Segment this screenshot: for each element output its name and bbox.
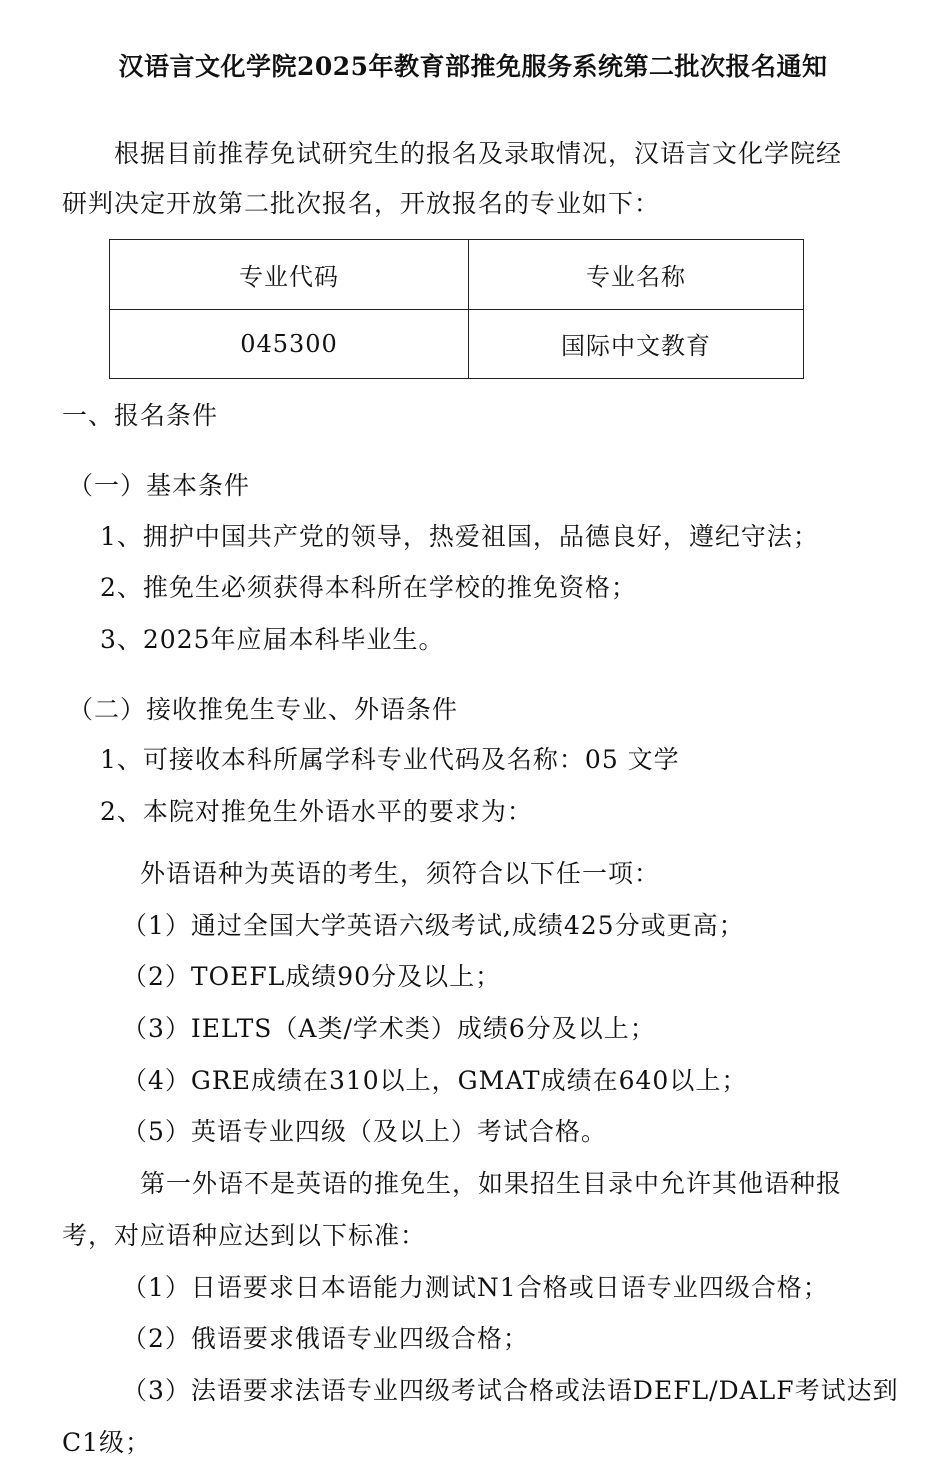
english-requirement-item: （5）英语专业四级（及以上）考试合格。 [122, 1117, 607, 1146]
intro-line-1: 根据目前推荐免试研究生的报名及录取情况，汉语言文化学院经 [114, 139, 843, 168]
other-language-intro-line-1: 第一外语不是英语的推免生，如果招生目录中允许其他语种报 [140, 1169, 843, 1198]
other-language-item: （1）日语要求日本语能力测试N1合格或日语专业四级合格； [122, 1273, 829, 1302]
table-header-row [110, 240, 804, 310]
cell-major-name: 国际中文教育 [469, 309, 804, 379]
other-language-intro-line-2: 考，对应语种应达到以下标准： [62, 1221, 427, 1250]
other-language-item-line-1: （3）法语要求法语专业四级考试合格或法语DEFL/DALF考试达到 [122, 1376, 899, 1405]
section-heading-conditions: 一、报名条件 [62, 401, 219, 430]
page-title: 汉语言文化学院2025年教育部推免服务系统第二批次报名通知 [118, 52, 828, 81]
other-language-item-line-2: C1级； [62, 1428, 152, 1457]
basic-condition-item: 3、2025年应届本科毕业生。 [100, 625, 445, 654]
intro-line-2: 研判决定开放第二批次报名，开放报名的专业如下： [62, 189, 661, 218]
header-major-name: 专业名称 [469, 240, 804, 310]
other-language-item: （2）俄语要求俄语专业四级合格； [122, 1324, 529, 1353]
english-requirement-item: （4）GRE成绩在310以上，GMAT成绩在640以上； [122, 1066, 748, 1095]
english-requirement-item: （3）IELTS（A类/学术类）成绩6分及以上； [122, 1014, 656, 1043]
subheading-major-language: （二）接收推免生专业、外语条件 [68, 695, 459, 724]
english-requirement-item: （2）TOEFL成绩90分及以上； [122, 962, 502, 991]
basic-condition-item: 1、拥护中国共产党的领导，热爱祖国，品德良好，遵纪守法； [100, 522, 819, 551]
major-language-item: 2、本院对推免生外语水平的要求为： [100, 797, 533, 826]
cell-major-code: 045300 [110, 309, 469, 379]
table-row [110, 309, 804, 379]
majors-table [109, 239, 804, 379]
english-requirement-intro: 外语语种为英语的考生，须符合以下任一项： [140, 859, 661, 888]
english-requirement-item: （1）通过全国大学英语六级考试,成绩425分或更高； [122, 911, 745, 940]
basic-condition-item: 2、推免生必须获得本科所在学校的推免资格； [100, 573, 637, 602]
header-major-code: 专业代码 [110, 240, 469, 310]
subheading-basic-conditions: （一）基本条件 [68, 471, 251, 500]
major-language-item: 1、可接收本科所属学科专业代码及名称：05 文学 [100, 745, 680, 774]
